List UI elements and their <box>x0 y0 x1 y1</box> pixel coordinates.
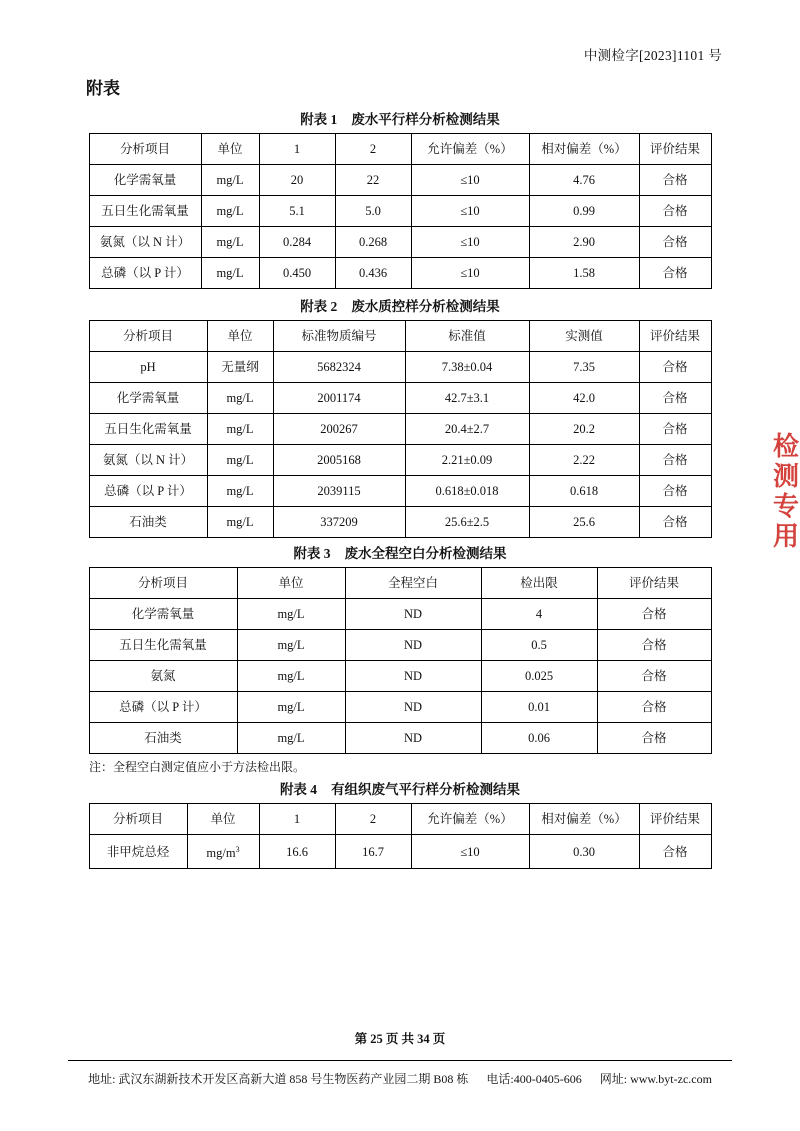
cell: 200267 <box>273 414 405 445</box>
column-header: 分析项目 <box>89 134 201 165</box>
cell: 合格 <box>639 445 711 476</box>
cell: ≤10 <box>411 258 529 289</box>
column-header: 相对偏差（%） <box>529 134 639 165</box>
table-row <box>89 661 711 692</box>
cell: 合格 <box>639 196 711 227</box>
cell: 合格 <box>639 352 711 383</box>
cell: 合格 <box>639 383 711 414</box>
column-header: 标准值 <box>405 321 529 352</box>
cell: 20 <box>259 165 335 196</box>
footer-contact <box>0 1070 800 1087</box>
cell: ND <box>345 723 481 754</box>
table-title-3: 废水全程空白分析检测结果 <box>344 546 507 561</box>
page-number: 第 25 页 共 34 页 <box>354 1032 446 1046</box>
table-title-1: 废水平行样分析检测结果 <box>351 112 500 127</box>
column-header: 1 <box>259 804 335 835</box>
footer-website: 网址: www.byt-zc.com <box>599 1072 712 1086</box>
cell: 化学需氧量 <box>89 599 237 630</box>
column-header: 评价结果 <box>597 568 711 599</box>
cell: 合格 <box>639 835 711 869</box>
cell: pH <box>89 352 207 383</box>
cell: 氨氮（以 N 计） <box>89 445 207 476</box>
cell: ND <box>345 692 481 723</box>
cell: 20.4±2.7 <box>405 414 529 445</box>
table-header-row <box>89 321 711 352</box>
cell: 合格 <box>639 414 711 445</box>
cell: 0.5 <box>481 630 597 661</box>
table-1 <box>89 133 712 289</box>
cell: mg/L <box>207 383 273 414</box>
cell: 五日生化需氧量 <box>89 630 237 661</box>
table-header-row <box>89 804 711 835</box>
cell: ND <box>345 630 481 661</box>
cell: 0.436 <box>335 258 411 289</box>
table-row <box>89 414 711 445</box>
document-number: 中测检字[2023]1101 号 <box>583 48 722 63</box>
table-caption-3 <box>0 542 800 562</box>
column-header: 评价结果 <box>639 804 711 835</box>
cell: mg/L <box>207 507 273 538</box>
cell: 7.38±0.04 <box>405 352 529 383</box>
table-row <box>89 835 711 869</box>
cell: mg/L <box>237 630 345 661</box>
table-header-row <box>89 568 711 599</box>
cell: 0.01 <box>481 692 597 723</box>
table-row <box>89 599 711 630</box>
cell: 0.06 <box>481 723 597 754</box>
footer-divider <box>68 1060 732 1061</box>
cell: 0.99 <box>529 196 639 227</box>
cell: 20.2 <box>529 414 639 445</box>
cell: 合格 <box>639 507 711 538</box>
cell: mg/L <box>207 476 273 507</box>
cell: 4.76 <box>529 165 639 196</box>
column-header: 2 <box>335 804 411 835</box>
table-caption-4 <box>0 778 800 798</box>
cell: 0.284 <box>259 227 335 258</box>
cell: mg/L <box>201 258 259 289</box>
footer-address: 地址: 武汉东湖新技术开发区高新大道 858 号生物医药产业园二期 B08 栋 <box>88 1072 469 1086</box>
unit-exponent: 3 <box>235 845 240 854</box>
cell: 337209 <box>273 507 405 538</box>
unit-base: mg/m <box>206 846 236 861</box>
table-caption-2 <box>0 295 800 315</box>
cell: 合格 <box>597 630 711 661</box>
table-row <box>89 383 711 414</box>
column-header: 分析项目 <box>89 321 207 352</box>
cell: 石油类 <box>89 723 237 754</box>
footer-phone: 电话:400-0405-606 <box>486 1072 582 1086</box>
cell: 2001174 <box>273 383 405 414</box>
cell: mg/L <box>201 196 259 227</box>
column-header: 单位 <box>237 568 345 599</box>
cell: 25.6 <box>529 507 639 538</box>
table-2 <box>89 320 712 538</box>
table-caption-1 <box>0 108 800 128</box>
cell: 2.21±0.09 <box>405 445 529 476</box>
column-header: 单位 <box>207 321 273 352</box>
cell: ND <box>345 599 481 630</box>
table-row <box>89 258 711 289</box>
table-3 <box>89 567 712 754</box>
cell: 无量纲 <box>207 352 273 383</box>
cell: 16.6 <box>259 835 335 869</box>
table-row <box>89 723 711 754</box>
table-label-2: 附表 2 <box>300 299 338 314</box>
cell: 氨氮 <box>89 661 237 692</box>
cell: ≤10 <box>411 835 529 869</box>
table-title-2: 废水质控样分析检测结果 <box>351 299 500 314</box>
cell: mg/L <box>207 414 273 445</box>
table-note-3: 注：全程空白测定值应小于方法检出限。 <box>89 760 306 774</box>
column-header: 分析项目 <box>89 804 187 835</box>
cell-unit <box>187 835 259 869</box>
cell: 合格 <box>597 599 711 630</box>
cell: 0.618 <box>529 476 639 507</box>
column-header: 评价结果 <box>639 321 711 352</box>
cell: 0.268 <box>335 227 411 258</box>
table-block-3 <box>0 542 800 775</box>
column-header: 单位 <box>201 134 259 165</box>
cell: 2005168 <box>273 445 405 476</box>
column-header: 全程空白 <box>345 568 481 599</box>
cell: 25.6±2.5 <box>405 507 529 538</box>
column-header: 评价结果 <box>639 134 711 165</box>
table-row <box>89 692 711 723</box>
table-4 <box>89 803 712 869</box>
table-row <box>89 196 711 227</box>
cell: 合格 <box>597 661 711 692</box>
table-label-1: 附表 1 <box>300 112 338 127</box>
cell: 22 <box>335 165 411 196</box>
cell: 合格 <box>639 258 711 289</box>
cell: 5.0 <box>335 196 411 227</box>
cell: 合格 <box>639 476 711 507</box>
cell: mg/L <box>237 723 345 754</box>
cell: 42.0 <box>529 383 639 414</box>
column-header: 分析项目 <box>89 568 237 599</box>
table-row <box>89 630 711 661</box>
column-header: 1 <box>259 134 335 165</box>
cell: 石油类 <box>89 507 207 538</box>
cell: 7.35 <box>529 352 639 383</box>
cell: ≤10 <box>411 165 529 196</box>
table-row <box>89 165 711 196</box>
cell: 42.7±3.1 <box>405 383 529 414</box>
table-row <box>89 476 711 507</box>
cell: 五日生化需氧量 <box>89 414 207 445</box>
column-header: 允许偏差（%） <box>411 134 529 165</box>
cell: 合格 <box>597 692 711 723</box>
cell: 氨氮（以 N 计） <box>89 227 201 258</box>
column-header: 标准物质编号 <box>273 321 405 352</box>
cell: 0.025 <box>481 661 597 692</box>
cell: mg/L <box>237 692 345 723</box>
cell: 化学需氧量 <box>89 165 201 196</box>
table-label-3: 附表 3 <box>293 546 331 561</box>
cell: 0.30 <box>529 835 639 869</box>
column-header: 允许偏差（%） <box>411 804 529 835</box>
cell: 合格 <box>597 723 711 754</box>
table-row <box>89 507 711 538</box>
cell: 总磷（以 P 计） <box>89 692 237 723</box>
table-title-4: 有组织废气平行样分析检测结果 <box>331 782 521 797</box>
cell: mg/L <box>201 165 259 196</box>
table-block-1 <box>0 108 800 289</box>
cell: 合格 <box>639 165 711 196</box>
cell: 总磷（以 P 计） <box>89 258 201 289</box>
column-header: 单位 <box>187 804 259 835</box>
column-header: 检出限 <box>481 568 597 599</box>
cell: 2039115 <box>273 476 405 507</box>
cell: 2.22 <box>529 445 639 476</box>
cell: 5.1 <box>259 196 335 227</box>
cell: 0.450 <box>259 258 335 289</box>
cell: mg/L <box>237 661 345 692</box>
red-seal-stamp: 检 测 专 用 <box>772 432 799 551</box>
cell: mg/L <box>201 227 259 258</box>
cell: ≤10 <box>411 196 529 227</box>
cell: 1.58 <box>529 258 639 289</box>
cell: 2.90 <box>529 227 639 258</box>
table-block-2 <box>0 295 800 538</box>
column-header: 实测值 <box>529 321 639 352</box>
column-header: 相对偏差（%） <box>529 804 639 835</box>
section-title: 附表 <box>86 79 120 98</box>
cell: ≤10 <box>411 227 529 258</box>
cell: 化学需氧量 <box>89 383 207 414</box>
table-block-4 <box>0 778 800 869</box>
table-row <box>89 227 711 258</box>
cell: ND <box>345 661 481 692</box>
cell: 16.7 <box>335 835 411 869</box>
cell: 总磷（以 P 计） <box>89 476 207 507</box>
cell: mg/L <box>237 599 345 630</box>
cell: mg/L <box>207 445 273 476</box>
cell: 非甲烷总烃 <box>89 835 187 869</box>
table-label-4: 附表 4 <box>279 782 318 797</box>
column-header: 2 <box>335 134 411 165</box>
cell: 五日生化需氧量 <box>89 196 201 227</box>
table-row <box>89 352 711 383</box>
table-header-row <box>89 134 711 165</box>
table-row <box>89 445 711 476</box>
cell: 4 <box>481 599 597 630</box>
cell: 5682324 <box>273 352 405 383</box>
cell: 合格 <box>639 227 711 258</box>
cell: 0.618±0.018 <box>405 476 529 507</box>
